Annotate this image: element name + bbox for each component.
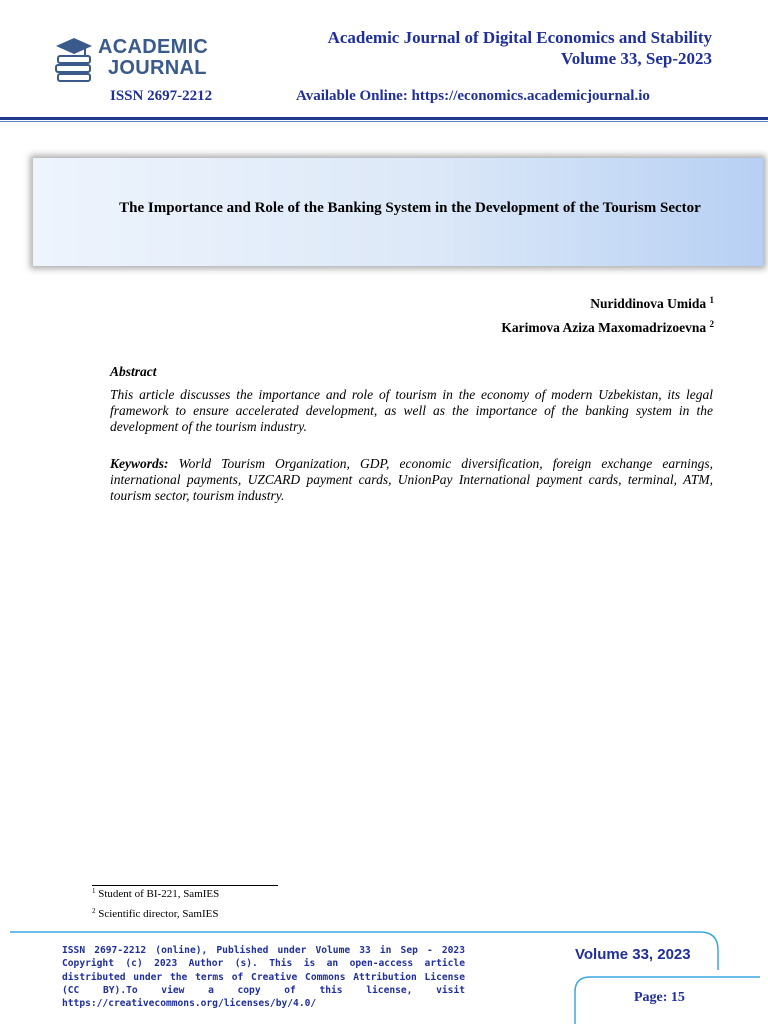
journal-heading [328, 27, 712, 69]
footnote-1 [92, 887, 219, 900]
logo-wordmark [98, 37, 208, 79]
page-number: Page: 15 [634, 990, 685, 1005]
footnote-mark: 2 [92, 907, 96, 915]
issn-label: ISSN 2697-2212 [110, 88, 213, 104]
footer-license-text: ISSN 2697-2212 (online), Published under Volume 33 in Sep - 2023 Copyright (c) 2023 Author (s). This is an open-access article distributed under the terms of Creative Commons Attribution License (CC BY).To view a copy of this license, visit https://creativecommons.org/licenses/by/4.0/ [62, 945, 465, 1010]
author-footnote-mark: 1 [709, 295, 714, 305]
journal-name: Academic Journal of Digital Economics and Stability [327, 28, 712, 47]
paper-title: The Importance and Role of the Banking System in the Development of the Tourism Sector [119, 200, 701, 216]
abstract-text: This article discusses the importance and role of tourism in the economy of modern Uzbekistan, its legal framework to ensure accelerated development, as well as the importance of the banking system in the development of the tourism industry. [110, 387, 713, 434]
header-divider-thin [0, 121, 768, 122]
footnote-text: Student of BI-221, SamIES [98, 888, 220, 900]
keywords [110, 456, 713, 504]
footnote-mark: 1 [92, 887, 96, 895]
footer-volume: Volume 33, 2023 [575, 946, 691, 963]
logo-line1: ACADEMIC [98, 36, 209, 58]
available-online-link[interactable]: Available Online: https://economics.academicjournal.io [296, 88, 650, 104]
author-2 [501, 319, 714, 336]
keywords-text: World Tourism Organization, GDP, economic diversification, foreign exchange earnings, international payments, UZCARD payment cards, UnionPay International payment cards, terminal, ATM, tourism sector, tourism industry. [110, 456, 714, 503]
logo-line2: JOURNAL [108, 57, 207, 79]
header-divider [0, 117, 768, 120]
footnote-divider [92, 885, 278, 886]
author-name: Karimova Aziza Maxomadrizoevna [501, 320, 707, 335]
footnote-2 [92, 907, 218, 920]
author-1 [590, 295, 714, 312]
footnote-text: Scientific director, SamIES [98, 908, 219, 920]
author-name: Nuriddinova Umida [590, 296, 707, 311]
keywords-label: Keywords: [110, 456, 169, 471]
volume-date: Volume 33, Sep-2023 [561, 49, 712, 68]
author-footnote-mark: 2 [709, 319, 714, 329]
abstract-heading: Abstract [110, 364, 157, 379]
